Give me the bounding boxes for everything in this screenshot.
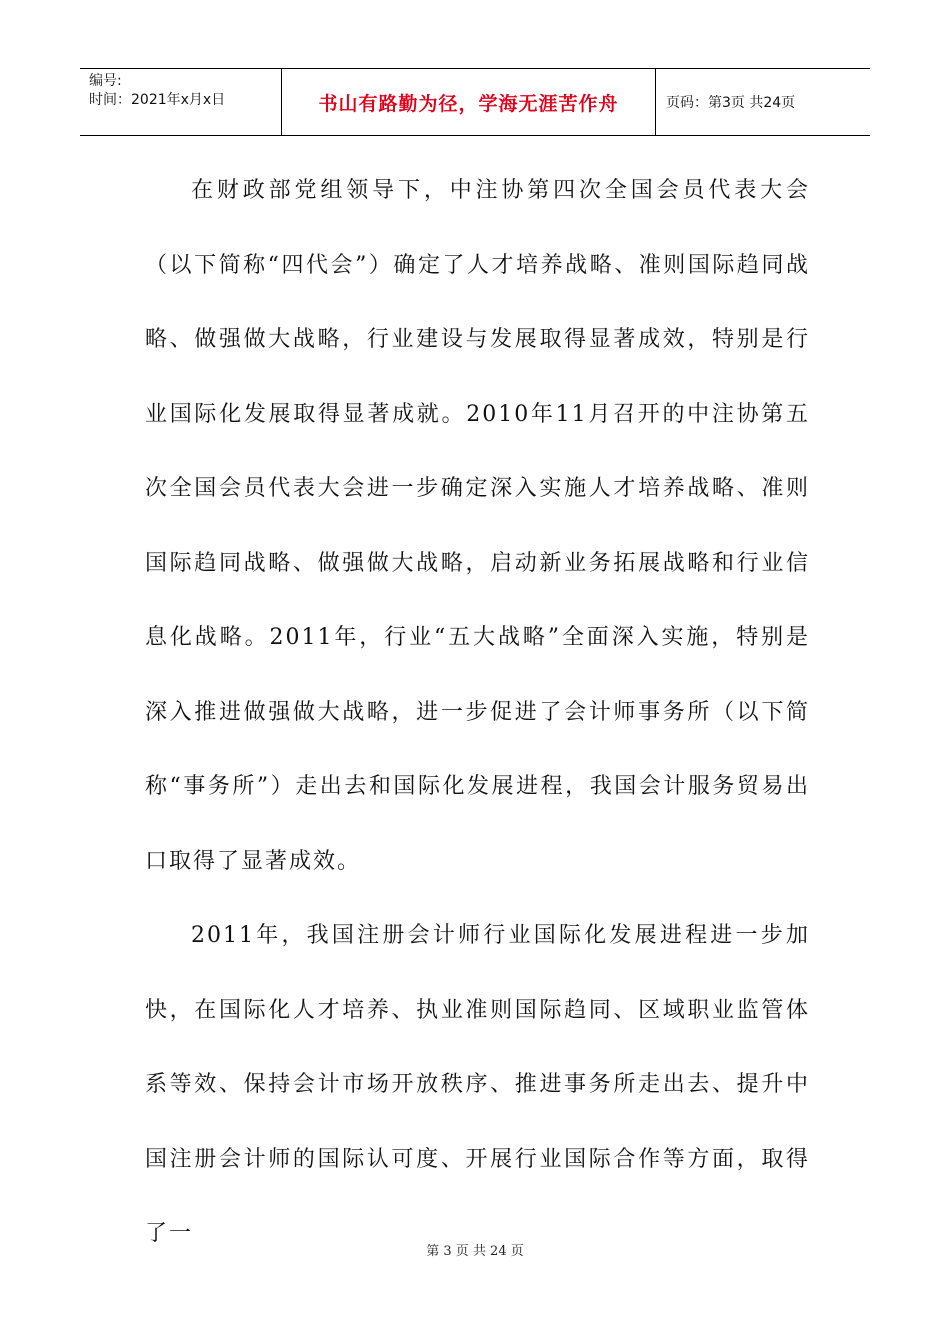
header-motto: 书山有路勤为径，学海无涯苦作舟 xyxy=(318,92,619,115)
body-paragraph-1: 在财政部党组领导下，中注协第四次全国会员代表大会（以下简称“四代会”）确定了人才培养战略、准则国际趋同战略、做强做大战略，行业建设与发展取得显著成效，特别是行业国际化发展取得显著成就。2010年11月召开的中注协第五次全国会员代表大会进一步确定深入实施人才培养战略、准则国际趋同战略、做强做大战略，启动新业务拓展战略和行业信息化战略。2011年，行业“五大战略”全面深入实施，特别是深入推进做强做大战略，进一步促进了会计师事务所（以下简称“事务所”）走出去和国际化发展进程，我国会计服务贸易出口取得了显著成效。 xyxy=(145,178,810,874)
page-footer: 第 3 页 共 24 页 xyxy=(426,1244,524,1259)
header-meta-cell xyxy=(80,69,282,135)
document-body xyxy=(145,154,810,1272)
header-motto-cell xyxy=(282,69,656,135)
document-number-label: 编号: xyxy=(89,73,122,89)
document-header xyxy=(80,68,870,136)
header-page-info: 页码：第3页 共24页 xyxy=(666,95,796,111)
body-paragraph-2: 2011年，我国注册会计师行业国际化发展进程进一步加快，在国际化人才培养、执业准则国际趋同、区域职业监管体系等效、保持会计市场开放秩序、推进事务所走出去、提升中国注册会计师的国际认可度、开展行业国际合作等方面，取得了一 xyxy=(145,923,810,1246)
header-page-cell xyxy=(656,69,870,135)
document-time-label: 时间：2021年x月x日 xyxy=(89,92,226,108)
